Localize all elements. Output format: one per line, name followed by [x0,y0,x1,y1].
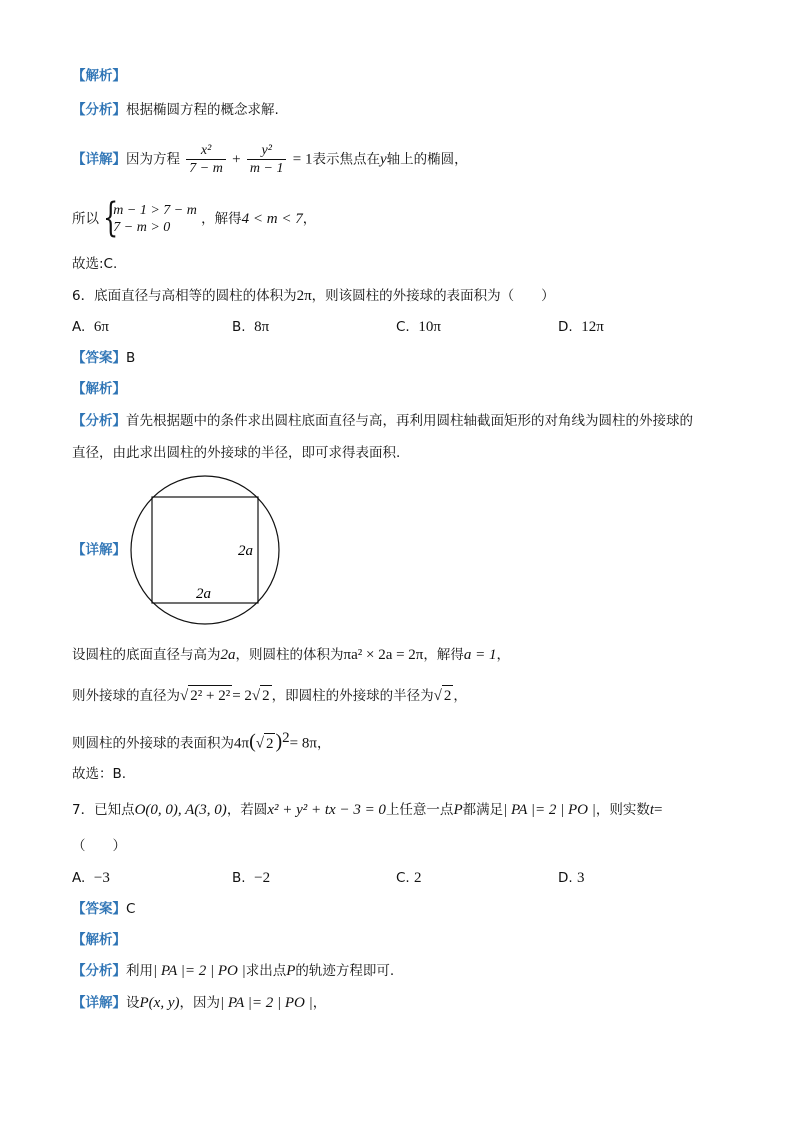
q7-stem: 7．已知点O(0, 0), A(3, 0)，若圆x² + y² + tx − 3 = 0上任意一点P都满足| PA |= 2 | PO |，则实数t= [72,802,663,818]
square-bottom-label: 2a [196,586,211,602]
q5-jiexi-heading: 【解析】 [72,68,126,84]
q7-option-c: C. 2 [396,870,422,886]
q6-solution-line-3: 则圆柱的外接球的表面积为4π(√ 2 )$^2$= 8π， [72,730,331,753]
q7-xiangjie-line: 【详解】设P(x, y)，因为| PA |= 2 | PO |， [72,995,327,1011]
q6-option-d: D. 12π [558,319,604,335]
q7-option-b: B. −2 [232,870,271,886]
q6-option-c: C. 10π [396,319,441,335]
q6-cylinder-figure [128,474,284,626]
q5-inequality-system: { m − 1 > 7 − m 7 − m > 0 [103,195,197,241]
q5-xiangjie-line: 【详解】因为方程 $\frac{\text{x²}}{7 - m}$ + $\frac{\text{y²}}{m - 1}$ = 1表示焦点在y轴上的椭圆， [72,143,468,176]
q5-answer: 故选:C. [72,256,118,272]
q5-system-line: 所以 { m − 1 > 7 − m 7 − m > 0 ，解得4 < m < 7， [72,195,317,241]
q7-jiexi-heading: 【解析】 [72,932,126,948]
q6-jiexi-heading: 【解析】 [72,381,126,397]
q6-stem: 6．底面直径与高相等的圆柱的体积为2π，则该圆柱的外接球的表面积为（ ） [72,288,555,304]
q7-stem-paren: （ ） [72,838,126,854]
q6-fenxi-line-1: 【分析】首先根据题中的条件求出圆柱底面直径与高，再利用圆柱轴截面矩形的对角线为圆柱的外接球的 [72,413,693,429]
q6-xiangjie-tag: 【详解】 [72,542,126,558]
q6-answer: 故选：B. [72,766,127,782]
q7-fenxi-line: 【分析】利用| PA |= 2 | PO |求出点P的轨迹方程即可. [72,963,395,979]
q7-option-a: A. −3 [72,870,110,886]
q5-fenxi-line: 【分析】根据椭圆方程的概念求解. [72,102,279,118]
q7-option-d: D. 3 [558,870,585,886]
q5-fraction-1: $\frac{\text{x²}}{7 - m}$ [186,142,226,177]
q6-option-b: B. 8π [232,319,270,335]
q6-option-a: A. 6π [72,319,109,335]
q7-answer-line: 【答案】C [72,901,136,917]
q6-solution-line-1: 设圆柱的底面直径与高为2a，则圆柱的体积为πa² × 2a = 2π，解得a = 1， [72,647,511,663]
q5-fraction-2: $\frac{\text{y²}}{m - 1}$ [247,142,287,177]
q6-answer-line: 【答案】B [72,350,136,366]
square-side-label: 2a [238,543,253,559]
q6-fenxi-line-2: 直径，由此求出圆柱的外接球的半径，即可求得表面积. [72,445,401,461]
q6-solution-line-2: 则外接球的直径为√ 2² + 2² = 2√ 2 ，即圆柱的外接球的半径为√ 2 ， [72,685,467,706]
